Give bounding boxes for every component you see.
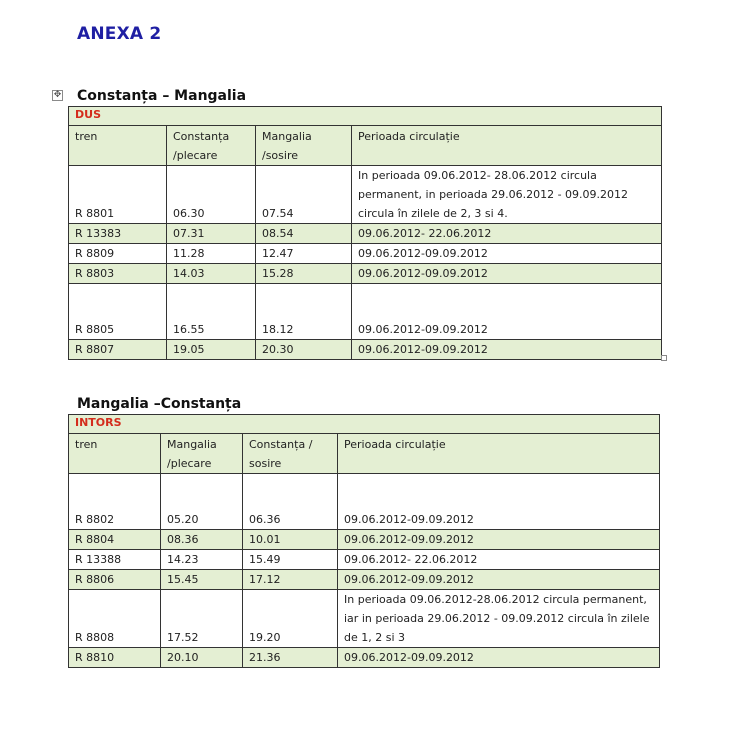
header-line: Mangalia [167, 438, 217, 451]
table-row [69, 284, 662, 340]
train-cell: R 8802 [69, 474, 161, 530]
arr-cell: 06.36 [243, 474, 338, 530]
period-cell: 09.06.2012-09.09.2012 [338, 530, 660, 550]
header-line: /plecare [167, 457, 212, 470]
table-row [69, 474, 660, 530]
timetable-dus [68, 106, 662, 360]
period-cell: In perioada 09.06.2012-28.06.2012 circula permanent, iar in perioada 29.06.2012 - 09.09.2012 circula în zilele de 1, 2 si 3 [338, 590, 660, 648]
train-cell: R 8809 [69, 244, 167, 264]
train-cell: R 8803 [69, 264, 167, 284]
header-cell: tren [69, 126, 167, 166]
arr-cell: 15.49 [243, 550, 338, 570]
period-cell: 09.06.2012-09.09.2012 [352, 244, 662, 264]
header-line: Constanța [173, 130, 230, 143]
dep-cell: 11.28 [167, 244, 256, 264]
dep-cell: 05.20 [161, 474, 243, 530]
period-cell: In perioada 09.06.2012- 28.06.2012 circula permanent, in perioada 29.06.2012 - 09.09.2012 circula în zilele de 2, 3 si 4. [352, 166, 662, 224]
period-cell: 09.06.2012-09.09.2012 [338, 648, 660, 668]
dep-cell: 17.52 [161, 590, 243, 648]
section-title-dus: Constanța – Mangalia [77, 88, 247, 104]
arr-cell: 15.28 [256, 264, 352, 284]
period-cell: 09.06.2012- 22.06.2012 [338, 550, 660, 570]
period-cell: 09.06.2012-09.09.2012 [352, 340, 662, 360]
table-row [69, 530, 660, 550]
header-cell [256, 126, 352, 166]
table-row [69, 166, 662, 224]
arr-cell: 07.54 [256, 166, 352, 224]
dep-cell: 19.05 [167, 340, 256, 360]
timetable-intors [68, 414, 660, 668]
table-row [69, 590, 660, 648]
arr-cell: 21.36 [243, 648, 338, 668]
dep-cell: 14.23 [161, 550, 243, 570]
arr-cell: 17.12 [243, 570, 338, 590]
dep-cell: 15.45 [161, 570, 243, 590]
arr-cell: 10.01 [243, 530, 338, 550]
train-cell: R 13383 [69, 224, 167, 244]
header-cell: Perioada circulație [338, 434, 660, 474]
period-cell: 09.06.2012-09.09.2012 [338, 570, 660, 590]
dep-cell: 16.55 [167, 284, 256, 340]
period-cell: 09.06.2012- 22.06.2012 [352, 224, 662, 244]
arr-cell: 08.54 [256, 224, 352, 244]
train-cell: R 8805 [69, 284, 167, 340]
table-resize-handle[interactable] [661, 355, 667, 361]
train-cell: R 8810 [69, 648, 161, 668]
train-cell: R 8801 [69, 166, 167, 224]
arr-cell: 12.47 [256, 244, 352, 264]
annex-title: ANEXA 2 [77, 24, 162, 44]
dep-cell: 06.30 [167, 166, 256, 224]
train-cell: R 8804 [69, 530, 161, 550]
dep-cell: 07.31 [167, 224, 256, 244]
header-line: Constanța / [249, 438, 313, 451]
arr-cell: 20.30 [256, 340, 352, 360]
header-line: /plecare [173, 149, 218, 162]
header-cell: Perioada circulație [352, 126, 662, 166]
period-cell: 09.06.2012-09.09.2012 [352, 264, 662, 284]
train-cell: R 8807 [69, 340, 167, 360]
period-cell: 09.06.2012-09.09.2012 [338, 474, 660, 530]
dep-cell: 08.36 [161, 530, 243, 550]
dep-cell: 20.10 [161, 648, 243, 668]
section-title-intors: Mangalia –Constanța [77, 396, 242, 412]
table-row [69, 570, 660, 590]
table-row [69, 648, 660, 668]
train-cell: R 13388 [69, 550, 161, 570]
header-line: /sosire [262, 149, 299, 162]
table-row [69, 224, 662, 244]
table-row [69, 244, 662, 264]
arr-cell: 19.20 [243, 590, 338, 648]
period-cell: 09.06.2012-09.09.2012 [352, 284, 662, 340]
header-cell [161, 434, 243, 474]
table-row [69, 340, 662, 360]
arr-cell: 18.12 [256, 284, 352, 340]
header-cell: tren [69, 434, 161, 474]
header-line: Mangalia [262, 130, 312, 143]
header-cell [167, 126, 256, 166]
table-row [69, 264, 662, 284]
dep-cell: 14.03 [167, 264, 256, 284]
header-cell [243, 434, 338, 474]
table-move-handle-icon[interactable]: ✥ [53, 90, 62, 100]
header-line: sosire [249, 457, 282, 470]
train-cell: R 8808 [69, 590, 161, 648]
direction-label: INTORS [69, 415, 660, 434]
train-cell: R 8806 [69, 570, 161, 590]
table-row [69, 550, 660, 570]
direction-label: DUS [69, 107, 662, 126]
